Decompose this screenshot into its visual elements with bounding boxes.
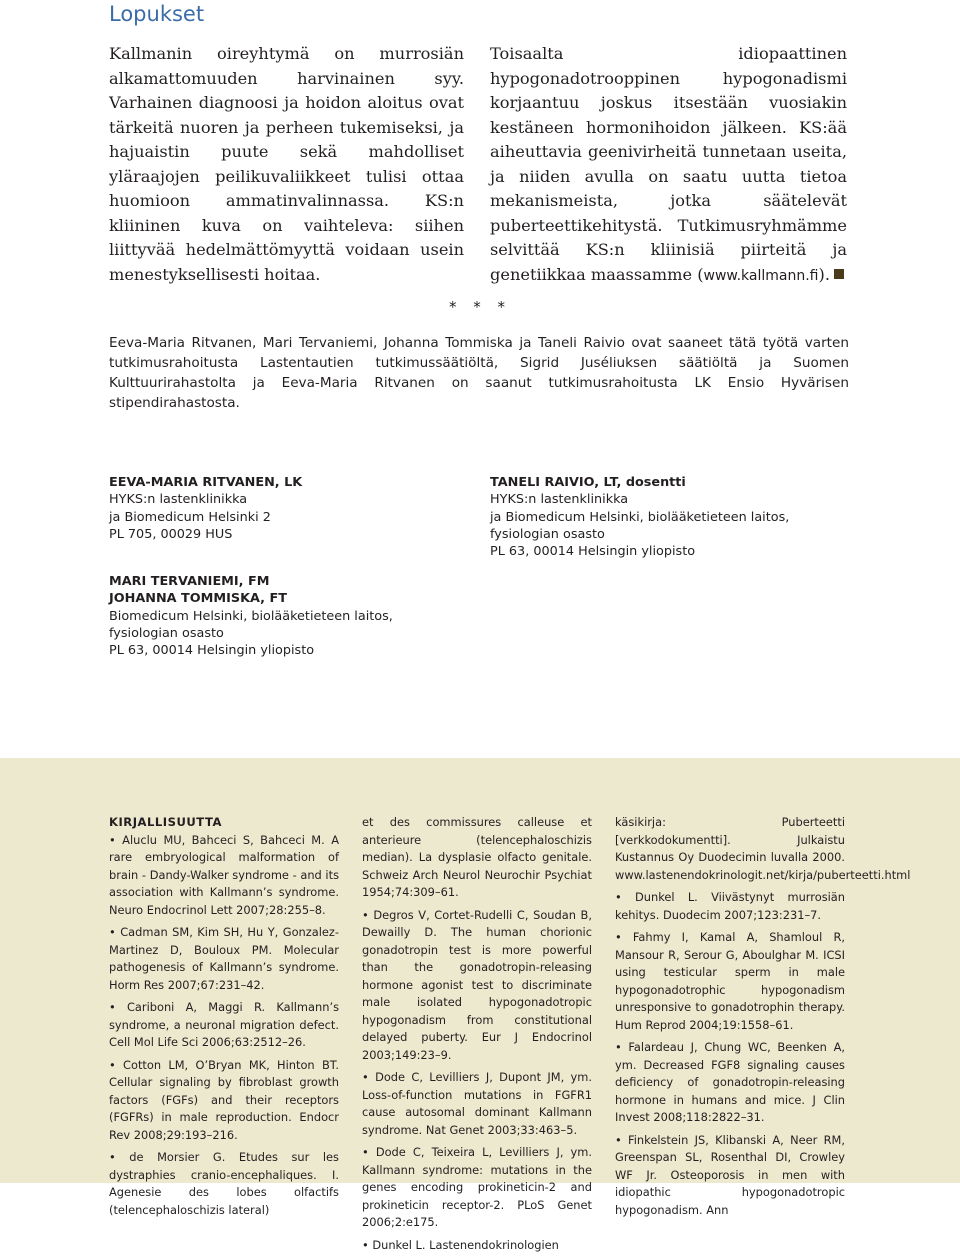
reference-item: käsikirja: Puberteetti [verkkodokumentti]. Julkaistu Kustannus Oy Duodecimin luvalla 2000. www.lastenendokrinologit.net/kirja/puberteetti.html (615, 815, 911, 882)
reference-item: • Degros V, Cortet-Rudelli C, Soudan B, Dewailly D. The human chorionic gonadotropin test is more powerful than the gonadotropin-releasing hormone agonist test to discriminate male isolated hypogonadotropic hypogonadism from constitutional delayed puberty. Eur J Endocrinol 2003;149:23–9. (362, 907, 592, 1062)
section-heading: Lopukset (109, 2, 205, 26)
author-name: JOHANNA TOMMISKA, FT (109, 591, 287, 607)
author-name: EEVA-MARIA RITVANEN, LK (109, 475, 303, 490)
author-address-line: Biomedicum Helsinki, biolääketieteen laitos, (109, 608, 393, 624)
body-text-right: Toisaalta idiopaattinen hypogonadotrooppinen hypogonadismi korjaantuu joskus itsestään vuosiakin kestäneen hormonihoidon jälkeen. KS:ää aiheuttavia geenivirheitä tunnetaan useita, ja niiden avulla on saatu uutta tietoa mekanismeista, jotka säätelevät puberteettikehitystä. Tutkimusryhmämme selvittää KS:n kliinisiä piirteitä ja genetiikkaa maassamme ( (490, 44, 847, 284)
references-column-3 (615, 814, 911, 1224)
author-block-raivio (490, 474, 789, 560)
reference-item: • Finkelstein JS, Klibanski A, Neer RM, Greenspan SL, Rosenthal DI, Crowley WF Jr. Osteoporosis in men with idiopathic hypogonadotropic hypogonadism. Ann (615, 1132, 845, 1217)
body-text-right-end: ). (818, 264, 830, 284)
website-link[interactable]: www.kallmann.fi (703, 267, 819, 284)
acknowledgement: Eeva-Maria Ritvanen, Mari Tervaniemi, Johanna Tommiska ja Taneli Raivio ovat saaneet tätä työtä varten tutkimusrahoitusta Lastentautien tutkimussäätiöltä, Sigrid Juséliuksen säätiöltä ja Suomen Kulttuurirahastolta ja Eeva-Maria Ritvanen on saanut tutkimusrahoitusta LK Ensio Hyvärisen stipendirahastosta. (109, 335, 849, 411)
author-address-line: PL 63, 00014 Helsingin yliopisto (109, 643, 315, 659)
references-column-2 (362, 814, 592, 1259)
reference-item: • Aluclu MU, Bahceci S, Bahceci M. A rare embryological malformation of brain - Dandy-Walker syndrome - and its association with Kallmann’s syndrome. Neuro Endocrinol Lett 2007;28:255–8. (109, 832, 339, 917)
author-address-line: HYKS:n lastenklinikka (490, 492, 629, 508)
body-paragraph-right (490, 42, 847, 288)
author-address-line: HYKS:n lastenklinikka (109, 492, 248, 508)
reference-item: • Cadman SM, Kim SH, Hu Y, Gonzalez-Martinez D, Bouloux PM. Molecular pathogenesis of Kallmann’s syndrome. Horm Res 2007;67:231–42. (109, 925, 339, 992)
reference-item: • Dode C, Teixeira L, Levilliers J, ym. Kallmann syndrome: mutations in the genes encoding prokineticin-2 and prokineticin receptor-2. PLoS Genet 2006;2:e175. (362, 1145, 592, 1229)
reference-item: • Cariboni A, Maggi R. Kallmann’s syndrome, a neuronal migration defect. Cell Mol Life Sci 2006;63:2512–26. (109, 1000, 339, 1049)
references-title: KIRJALLISUUTTA (109, 815, 222, 829)
reference-item: • Dunkel L. Viivästynyt murrosiän kehitys. Duodecim 2007;123:231–7. (615, 890, 845, 922)
author-name: MARI TERVANIEMI, FM (109, 574, 270, 589)
reference-item: • Cotton LM, O’Bryan MK, Hinton BT. Cellular signaling by fibroblast growth factors (FGFs) and their receptors (FGFRs) in male reproduction. Endocr Rev 2008;29:193–216. (109, 1057, 339, 1142)
author-address-line: fysiologian osasto (109, 625, 224, 641)
author-address-line: ja Biomedicum Helsinki 2 (109, 509, 271, 525)
author-block-ritvanen (109, 474, 302, 543)
end-mark-icon (834, 269, 844, 279)
author-address-line: fysiologian osasto (490, 526, 605, 542)
author-name: TANELI RAIVIO, LT, dosentti (490, 475, 686, 490)
body-paragraph-left: Kallmanin oireyhtymä on murrosiän alkamattomuuden harvinainen syy. Varhainen diagnoosi ja hoidon aloitus ovat tärkeitä nuoren ja perheen tukemiseksi, ja hajuaistin puute sekä mahdolliset yläraajojen peilikuvaliikkeet tulisi ottaa huomioon ammatinvalinnassa. KS:n kliininen kuva on vaihteleva: siihen liittyvää hedelmättömyyttä voidaan usein menestyksellisesti hoitaa. (109, 44, 464, 284)
reference-item: • de Morsier G. Etudes sur les dystraphies cranio-encephaliques. I. Agenesie des lobes olfactifs (telencephaloschizis lateral) (109, 1150, 339, 1217)
author-address-line: ja Biomedicum Helsinki, biolääketieteen laitos, (490, 509, 790, 525)
reference-item: • Fahmy I, Kamal A, Shamloul R, Mansour R, Serour G, Aboulghar M. ICSI using testicular sperm in male hypogonadotrophic hypogonadism unresponsive to gonadotrophin therapy. Hum Reprod 2004;19:1558–61. (615, 930, 845, 1032)
reference-item: • Falardeau J, Chung WC, Beenken A, ym. Decreased FGF8 signaling causes deficiency of gonadotropin-releasing hormone in humans and mice. J Clin Invest 2008;118:2822–31. (615, 1040, 845, 1124)
reference-item: • Dunkel L. Lastenendokrinologien (362, 1237, 559, 1252)
reference-item: • Dode C, Levilliers J, Dupont JM, ym. Loss-of-function mutations in FGFR1 cause autosomal dominant Kallmann syndrome. Nat Genet 2003;33:463–5. (362, 1070, 592, 1137)
reference-item: et des commissures calleuse et anterieure (telencephaloschizis median). La dysplasie olfacto genitale. Schweiz Arch Neurol Neurochir Psychiat 1954;74:309–61. (362, 815, 592, 899)
section-separator: * * * (448, 298, 512, 316)
body-column-left (109, 42, 464, 287)
author-block-tervaniemi-tommiska (109, 573, 393, 659)
author-address-line: PL 705, 00029 HUS (109, 526, 233, 542)
author-address-line: PL 63, 00014 Helsingin yliopisto (490, 544, 696, 560)
references-column-1 (109, 814, 339, 1224)
body-column-right (490, 42, 847, 288)
